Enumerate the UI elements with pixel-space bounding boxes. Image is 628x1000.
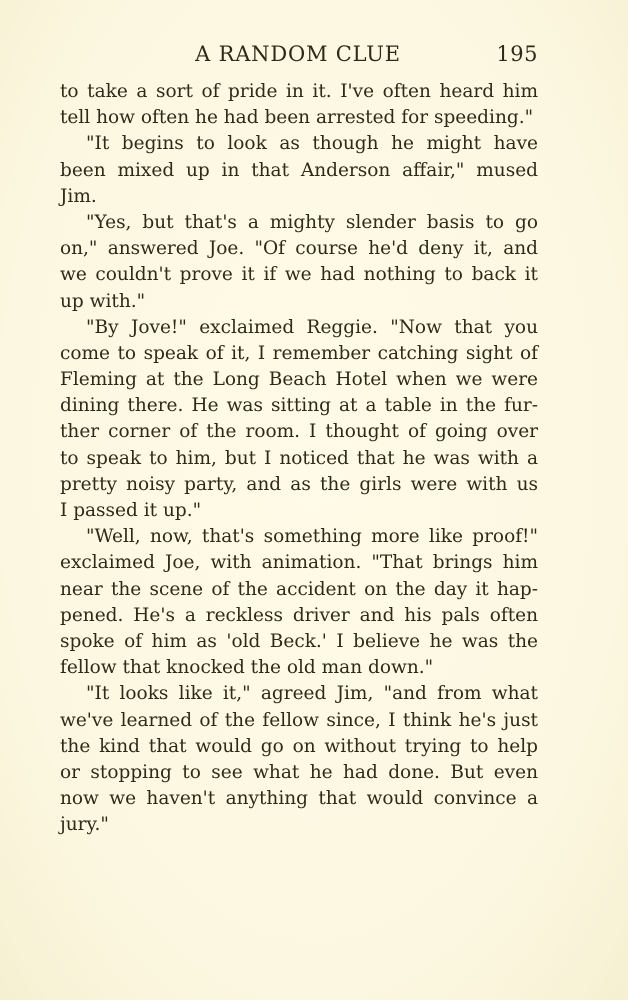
text-line: to speak to him, but I noticed that he was with a	[60, 447, 538, 469]
text-line: up with."	[60, 290, 146, 312]
text-line: fellow that knocked the old man down."	[60, 657, 434, 679]
text-line: dining there. He was sitting at a table in the fur-	[60, 395, 538, 417]
text-line: come to speak of it, I remember catching sight of	[60, 342, 538, 364]
text-line: we've learned of the fellow since, I think he's just	[60, 709, 538, 731]
text-line: "Yes, but that's a mighty slender basis to go	[86, 211, 538, 233]
text-line: "Well, now, that's something more like proof!"	[86, 526, 538, 548]
page-number: 195	[496, 42, 538, 66]
running-header	[0, 38, 628, 70]
text-line: "It looks like it," agreed Jim, "and from what	[86, 683, 538, 705]
text-line: near the scene of the accident on the day it hap-	[60, 578, 538, 600]
text-line: to take a sort of pride in it. I've often heard him	[60, 81, 538, 102]
text-line: tell how often he had been arrested for speeding."	[60, 107, 534, 129]
text-line: pened. He's a reckless driver and his pals often	[60, 604, 538, 626]
text-line: pretty noisy party, and as the girls were with us	[60, 473, 538, 495]
text-line: spoke of him as 'old Beck.' I believe he was the	[60, 630, 538, 652]
text-line: we couldn't prove it if we had nothing to back it	[60, 264, 538, 286]
text-line: "It begins to look as though he might have	[86, 133, 538, 155]
running-title: A RANDOM CLUE	[195, 42, 401, 66]
text-line: ther corner of the room. I thought of going over	[60, 421, 538, 443]
text-line: I passed it up."	[60, 500, 202, 521]
text-line: been mixed up in that Anderson affair," mused	[60, 159, 538, 181]
text-line: the kind that would go on without trying to help	[60, 735, 538, 757]
text-line: now we haven't anything that would convince a	[60, 788, 538, 810]
text-line: jury."	[60, 814, 109, 836]
body-text	[60, 79, 538, 838]
text-line: "By Jove!" exclaimed Reggie. "Now that you	[86, 316, 538, 338]
text-line: or stopping to see what he had done. But even	[60, 761, 538, 783]
text-line: exclaimed Joe, with animation. "That brings him	[60, 552, 538, 574]
text-line: Jim.	[60, 185, 97, 207]
text-line: Fleming at the Long Beach Hotel when we were	[60, 369, 538, 391]
text-line: on," answered Joe. "Of course he'd deny it, and	[60, 238, 538, 260]
